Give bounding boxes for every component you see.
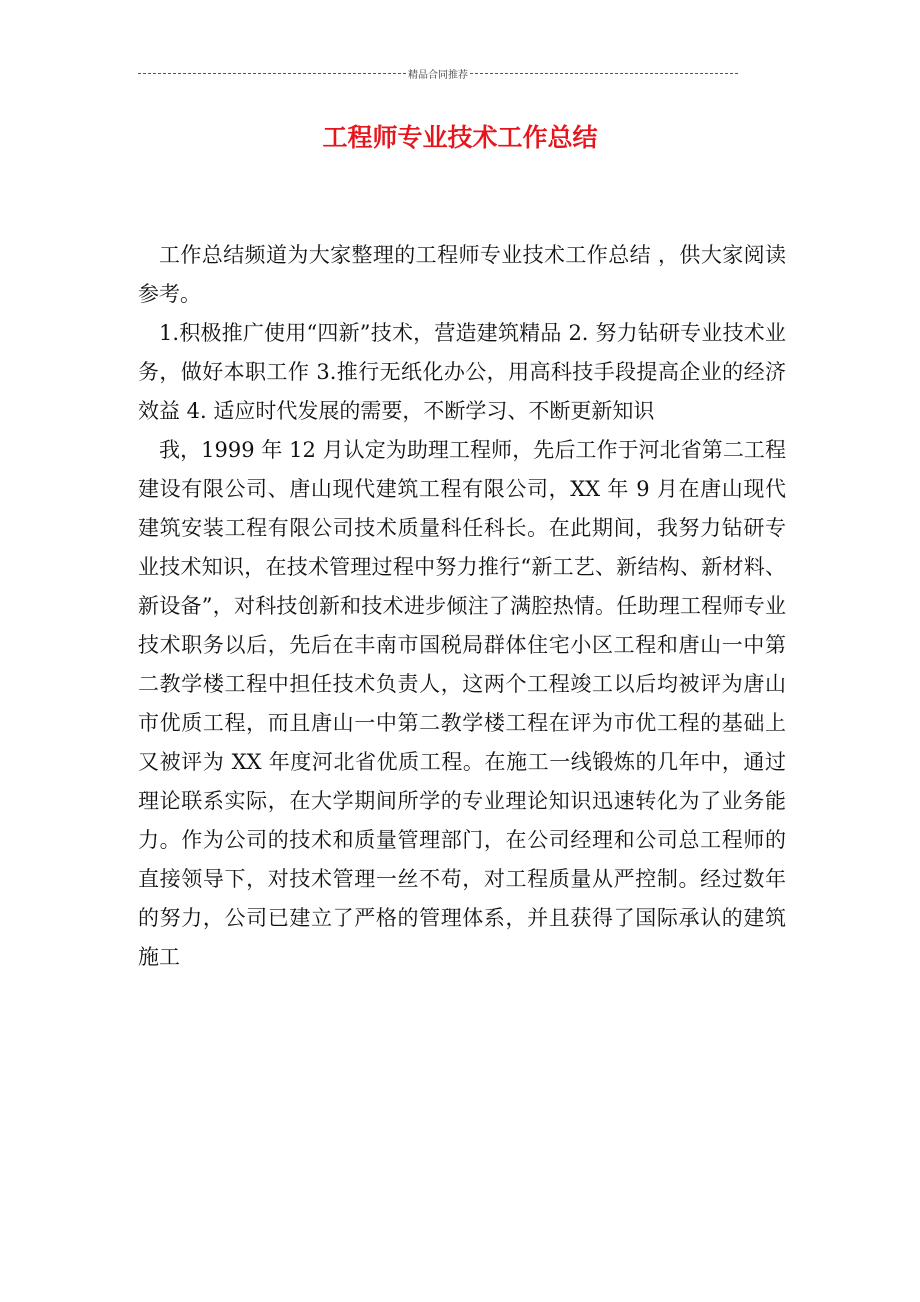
header-dashes-right — [470, 73, 738, 74]
document-title: 工程师专业技术工作总结 — [322, 123, 598, 152]
paragraph-intro: 工作总结频道为大家整理的工程师专业技术工作总结 ，供大家阅读参考。 — [138, 243, 786, 306]
document-body — [138, 236, 786, 977]
page-header — [138, 66, 738, 81]
header-label: 精品合同推荐 — [408, 70, 468, 81]
paragraph-main: 我，1999 年 12 月认定为助理工程师，先后工作于河北省第二工程建设有限公司、唐山现代建筑工程有限公司，XX 年 9 月在唐山现代建筑安装工程有限公司技术质量科任科长。在此期间，我努力钻研专业技术知识，在技术管理过程中努力推行“新工艺、新结构、新材料、新设备”，对科技创新和技术进步倾注了满腔热情。任助理工程师专业技术职务以后，先后在丰南市国税局群体住宅小区工程和唐山一中第二教学楼工程中担任技术负责人，这两个工程竣工以后均被评为唐山市优质工程，而且唐山一中第二教学楼工程在评为市优工程的基础上又被评为 XX 年度河北省优质工程。在施工一线锻炼的几年中，通过理论联系实际，在大学期间所学的专业理论知识迅速转化为了业务能力。作为公司的技术和质量管理部门，在公司经理和公司总工程师的直接领导下，对技术管理一丝不苟，对工程质量从严控制。经过数年的努力，公司已建立了严格的管理体系，并且获得了国际承认的建筑施工 — [138, 438, 786, 969]
header-dashes-left — [138, 73, 406, 74]
paragraph-outline: 1.积极推广使用“四新”技术，营造建筑精品 2. 努力钻研专业技术业务，做好本职工作 3.推行无纸化办公，用高科技手段提高企业的经济效益 4. 适应时代发展的需要，不断学习、不断更新知识 — [138, 321, 786, 423]
